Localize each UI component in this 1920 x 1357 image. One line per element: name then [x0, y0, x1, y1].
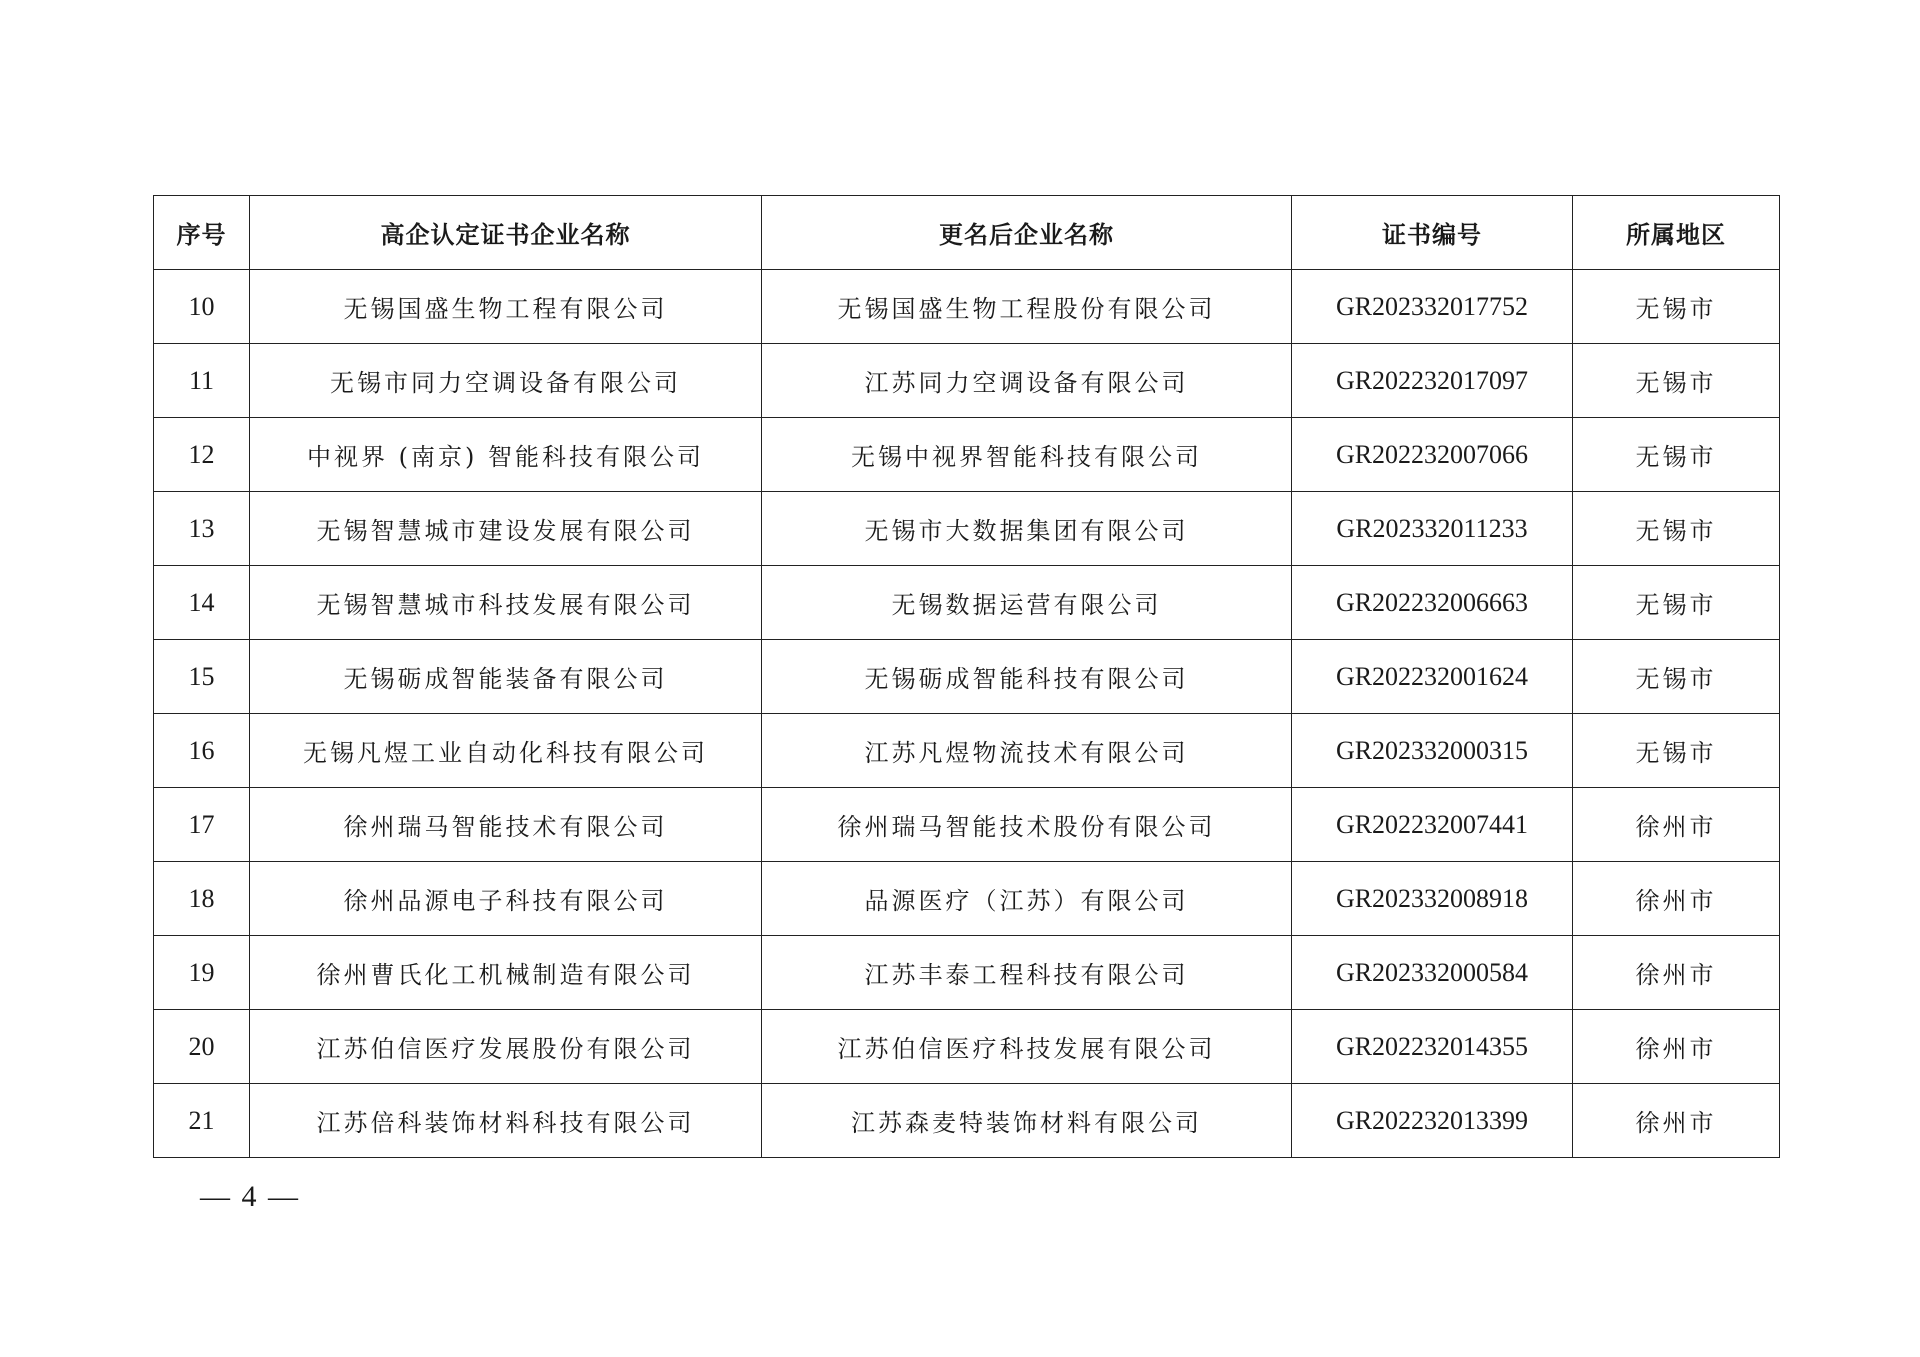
- cell-original-name: 徐州瑞马智能技术有限公司: [250, 788, 762, 862]
- cell-original-name: 徐州曹氏化工机械制造有限公司: [250, 936, 762, 1010]
- cell-new-name: 无锡砺成智能科技有限公司: [762, 640, 1292, 714]
- cell-region: 徐州市: [1573, 936, 1780, 1010]
- cell-certificate-number: GR202232017097: [1292, 344, 1573, 418]
- cell-certificate-number: GR202232001624: [1292, 640, 1573, 714]
- cell-certificate-number: GR202232007441: [1292, 788, 1573, 862]
- cell-new-name: 江苏凡煜物流技术有限公司: [762, 714, 1292, 788]
- table-row: [154, 936, 1780, 1010]
- cell-serial: 12: [154, 418, 250, 492]
- table-row: [154, 344, 1780, 418]
- cell-serial: 11: [154, 344, 250, 418]
- table-row: [154, 1084, 1780, 1158]
- header-region: 所属地区: [1573, 196, 1780, 270]
- cell-new-name: 无锡中视界智能科技有限公司: [762, 418, 1292, 492]
- cell-original-name: 无锡凡煜工业自动化科技有限公司: [250, 714, 762, 788]
- cell-original-name: 无锡国盛生物工程有限公司: [250, 270, 762, 344]
- cell-serial: 18: [154, 862, 250, 936]
- cell-certificate-number: GR202232007066: [1292, 418, 1573, 492]
- table-row: [154, 418, 1780, 492]
- cell-certificate-number: GR202332011233: [1292, 492, 1573, 566]
- cell-original-name: 江苏倍科装饰材料科技有限公司: [250, 1084, 762, 1158]
- cell-new-name: 江苏森麦特装饰材料有限公司: [762, 1084, 1292, 1158]
- cell-original-name: 徐州品源电子科技有限公司: [250, 862, 762, 936]
- cell-new-name: 无锡市大数据集团有限公司: [762, 492, 1292, 566]
- cell-region: 徐州市: [1573, 788, 1780, 862]
- header-original-name: 高企认定证书企业名称: [250, 196, 762, 270]
- cell-original-name: 无锡砺成智能装备有限公司: [250, 640, 762, 714]
- table-row: [154, 640, 1780, 714]
- cell-serial: 16: [154, 714, 250, 788]
- cell-new-name: 无锡数据运营有限公司: [762, 566, 1292, 640]
- table-row: [154, 492, 1780, 566]
- cell-region: 徐州市: [1573, 862, 1780, 936]
- cell-original-name: 江苏伯信医疗发展股份有限公司: [250, 1010, 762, 1084]
- cell-certificate-number: GR202332000315: [1292, 714, 1573, 788]
- cell-serial: 10: [154, 270, 250, 344]
- cell-new-name: 江苏伯信医疗科技发展有限公司: [762, 1010, 1292, 1084]
- cell-region: 无锡市: [1573, 344, 1780, 418]
- header-serial: 序号: [154, 196, 250, 270]
- cell-certificate-number: GR202232013399: [1292, 1084, 1573, 1158]
- cell-serial: 21: [154, 1084, 250, 1158]
- cell-certificate-number: GR202232014355: [1292, 1010, 1573, 1084]
- cell-certificate-number: GR202332017752: [1292, 270, 1573, 344]
- table-row: [154, 1010, 1780, 1084]
- table-body: [154, 270, 1780, 1158]
- header-certificate-number: 证书编号: [1292, 196, 1573, 270]
- cell-region: 徐州市: [1573, 1010, 1780, 1084]
- table-row: [154, 788, 1780, 862]
- cell-serial: 19: [154, 936, 250, 1010]
- cell-new-name: 江苏同力空调设备有限公司: [762, 344, 1292, 418]
- cell-serial: 15: [154, 640, 250, 714]
- cell-region: 无锡市: [1573, 492, 1780, 566]
- cell-serial: 13: [154, 492, 250, 566]
- header-new-name: 更名后企业名称: [762, 196, 1292, 270]
- cell-region: 无锡市: [1573, 418, 1780, 492]
- cell-new-name: 品源医疗（江苏）有限公司: [762, 862, 1292, 936]
- table-row: [154, 714, 1780, 788]
- table-row: [154, 566, 1780, 640]
- cell-region: 无锡市: [1573, 270, 1780, 344]
- page-number: — 4 —: [200, 1180, 300, 1213]
- cell-serial: 20: [154, 1010, 250, 1084]
- cell-serial: 17: [154, 788, 250, 862]
- rename-table: [153, 195, 1780, 1158]
- cell-certificate-number: GR202332000584: [1292, 936, 1573, 1010]
- table-header-row: [154, 196, 1780, 270]
- cell-region: 无锡市: [1573, 640, 1780, 714]
- cell-region: 徐州市: [1573, 1084, 1780, 1158]
- cell-region: 无锡市: [1573, 566, 1780, 640]
- cell-original-name: 中视界 (南京) 智能科技有限公司: [250, 418, 762, 492]
- cell-original-name: 无锡智慧城市建设发展有限公司: [250, 492, 762, 566]
- cell-new-name: 徐州瑞马智能技术股份有限公司: [762, 788, 1292, 862]
- cell-certificate-number: GR202232006663: [1292, 566, 1573, 640]
- cell-region: 无锡市: [1573, 714, 1780, 788]
- table-row: [154, 270, 1780, 344]
- cell-new-name: 江苏丰泰工程科技有限公司: [762, 936, 1292, 1010]
- cell-serial: 14: [154, 566, 250, 640]
- cell-original-name: 无锡市同力空调设备有限公司: [250, 344, 762, 418]
- cell-certificate-number: GR202332008918: [1292, 862, 1573, 936]
- cell-new-name: 无锡国盛生物工程股份有限公司: [762, 270, 1292, 344]
- table-row: [154, 862, 1780, 936]
- cell-original-name: 无锡智慧城市科技发展有限公司: [250, 566, 762, 640]
